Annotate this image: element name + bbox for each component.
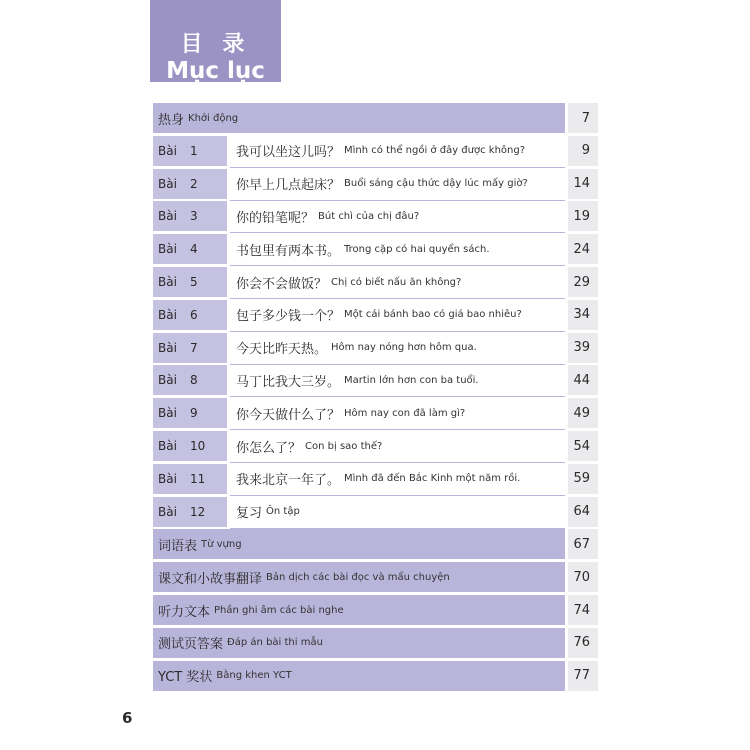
lesson-label: Bài bbox=[158, 209, 177, 224]
title-chinese: 你会不会做饭？ bbox=[236, 276, 328, 292]
page-number: 6 bbox=[122, 709, 133, 727]
lesson-no: 6 bbox=[190, 307, 198, 322]
lesson-no: 8 bbox=[190, 373, 198, 388]
lesson-number bbox=[153, 365, 227, 395]
lesson-label: Bài bbox=[158, 143, 177, 158]
toc-entry-title bbox=[230, 169, 565, 199]
toc-entry-title bbox=[230, 267, 565, 297]
toc-entry-title bbox=[230, 398, 565, 428]
toc-section-row[interactable] bbox=[153, 529, 598, 559]
title-chinese: 你的铅笔呢？ bbox=[236, 210, 315, 226]
toc-lesson-row[interactable] bbox=[153, 201, 598, 231]
title-chinese: 我来北京一年了。 bbox=[236, 473, 341, 489]
toc-lesson-row[interactable] bbox=[153, 464, 598, 494]
title-chinese: 你今天做什么了？ bbox=[236, 407, 341, 423]
lesson-no: 2 bbox=[190, 176, 198, 191]
title-chinese: 包子多少钱一个？ bbox=[236, 309, 341, 325]
toc-section-row[interactable] bbox=[153, 661, 598, 691]
lesson-label: Bài bbox=[158, 471, 177, 486]
toc-lesson-row[interactable] bbox=[153, 136, 598, 166]
toc-entry-title bbox=[230, 234, 565, 264]
toc-lesson-row[interactable] bbox=[153, 333, 598, 363]
lesson-label: Bài bbox=[158, 275, 177, 289]
title-chinese: 今天比昨天热。 bbox=[236, 342, 328, 358]
lesson-label: Bài bbox=[158, 340, 177, 355]
title-vietnamese: Chị có biết nấu ăn không? bbox=[331, 276, 462, 288]
lesson-number bbox=[153, 234, 227, 264]
lesson-no: 12 bbox=[190, 504, 206, 519]
lesson-number bbox=[153, 169, 227, 199]
title-chinese: 你怎么了？ bbox=[236, 440, 302, 456]
toc-page-number: 9 bbox=[568, 136, 598, 166]
toc-page-number: 49 bbox=[568, 398, 598, 428]
toc-page-number: 19 bbox=[568, 201, 598, 231]
toc-entry-title bbox=[153, 529, 565, 559]
lesson-label: Bài bbox=[158, 406, 177, 421]
title-vietnamese: Bằng khen YCT bbox=[216, 670, 292, 682]
title-chinese: 复习 bbox=[236, 506, 263, 522]
toc-page-number: 67 bbox=[568, 529, 598, 559]
toc-entry-title bbox=[153, 595, 565, 625]
title-vietnamese: Từ vựng bbox=[201, 538, 242, 550]
title-vietnamese: Hôm nay con đã làm gì? bbox=[344, 407, 466, 419]
title-chinese: 书包里有两本书。 bbox=[236, 243, 341, 259]
lesson-label: Bài bbox=[158, 307, 177, 322]
toc-lesson-row[interactable] bbox=[153, 398, 598, 428]
toc-page-number: 7 bbox=[568, 103, 598, 133]
toc-entry-title bbox=[230, 201, 565, 231]
toc-lesson-row[interactable] bbox=[153, 169, 598, 199]
toc-lesson-row[interactable] bbox=[153, 365, 598, 395]
title-vietnamese: Mình đã đến Bắc Kinh một năm rồi. bbox=[344, 473, 521, 485]
toc-page-number: 54 bbox=[568, 431, 598, 461]
toc-entry-title bbox=[230, 333, 565, 363]
toc-page-number: 70 bbox=[568, 562, 598, 592]
lesson-label: Bài bbox=[158, 504, 177, 519]
toc-page-number: 34 bbox=[568, 300, 598, 330]
toc-title-box bbox=[150, 0, 281, 82]
lesson-number bbox=[153, 300, 227, 330]
title-vietnamese: Ôn tập bbox=[266, 506, 300, 518]
title-chinese: 课文和小故事翻译 bbox=[158, 571, 263, 587]
toc-section-row[interactable] bbox=[153, 595, 598, 625]
lesson-no: 11 bbox=[190, 471, 206, 486]
lesson-number bbox=[153, 497, 227, 527]
toc-entry-title bbox=[230, 365, 565, 395]
toc-page-number: 74 bbox=[568, 595, 598, 625]
title-vietnamese: Đáp án bài thi mẫu bbox=[227, 637, 323, 649]
lesson-number bbox=[153, 136, 227, 166]
title-vietnamese: Martin lớn hơn con ba tuổi. bbox=[344, 374, 479, 386]
title-vietnamese: Bút chì của chị đâu? bbox=[318, 210, 420, 222]
toc-entry-title bbox=[153, 103, 565, 133]
toc-page-number: 24 bbox=[568, 234, 598, 264]
title-vietnamese: Một cái bánh bao có giá bao nhiêu? bbox=[344, 309, 522, 321]
toc-entry-title bbox=[230, 497, 565, 527]
title-chinese: 你早上几点起床？ bbox=[236, 178, 341, 194]
toc-entry-title bbox=[230, 136, 565, 166]
lesson-no: 9 bbox=[190, 406, 198, 421]
lesson-label: Bài bbox=[158, 176, 177, 191]
lesson-label: Bài bbox=[158, 242, 177, 257]
lesson-no: 1 bbox=[190, 143, 198, 158]
lesson-number bbox=[153, 431, 227, 461]
toc-entry-title bbox=[153, 562, 565, 592]
title-vietnamese: Hôm nay nóng hơn hôm qua. bbox=[331, 342, 477, 354]
title-chinese: 词语表 bbox=[158, 538, 198, 554]
lesson-number bbox=[153, 267, 227, 297]
toc-entry-title bbox=[230, 300, 565, 330]
title-vietnamese: Phần ghi âm các bài nghe bbox=[214, 604, 344, 616]
toc-page-number: 29 bbox=[568, 267, 598, 297]
toc-page-number: 14 bbox=[568, 169, 598, 199]
title-vietnamese: Buổi sáng cậu thức dậy lúc mấy giờ? bbox=[344, 178, 528, 190]
title-vietnamese: Mình có thể ngồi ở đây được không? bbox=[344, 145, 526, 157]
lesson-no: 3 bbox=[190, 209, 198, 224]
title-chinese: 热身 bbox=[158, 112, 185, 128]
title-chinese: 我可以坐这儿吗？ bbox=[236, 145, 341, 161]
toc-lesson-row[interactable] bbox=[153, 497, 598, 527]
lesson-number bbox=[153, 398, 227, 428]
lesson-number bbox=[153, 201, 227, 231]
title-vietnamese: Con bị sao thế? bbox=[305, 440, 383, 452]
toc-section-row[interactable] bbox=[153, 103, 598, 133]
lesson-no: 4 bbox=[190, 242, 198, 257]
toc-section-row[interactable] bbox=[153, 628, 598, 658]
lesson-label: Bài bbox=[158, 439, 177, 453]
toc-lesson-row[interactable] bbox=[153, 267, 598, 297]
toc-title-vietnamese: Mục lục bbox=[166, 58, 265, 84]
toc-lesson-row[interactable] bbox=[153, 300, 598, 330]
toc-page-number: 44 bbox=[568, 365, 598, 395]
toc-page-number: 59 bbox=[568, 464, 598, 494]
toc-section-row[interactable] bbox=[153, 562, 598, 592]
toc-entry-title bbox=[230, 464, 565, 494]
lesson-no: 5 bbox=[190, 275, 198, 289]
title-chinese: 马丁比我大三岁。 bbox=[236, 374, 341, 390]
lesson-label: Bài bbox=[158, 373, 177, 388]
toc-entry-title bbox=[153, 661, 565, 691]
toc-page-number: 64 bbox=[568, 497, 598, 527]
title-chinese: 听力文本 bbox=[158, 604, 211, 620]
toc-page-number: 39 bbox=[568, 333, 598, 363]
lesson-no: 7 bbox=[190, 340, 198, 355]
toc-lesson-row[interactable] bbox=[153, 234, 598, 264]
lesson-number bbox=[153, 333, 227, 363]
lesson-number bbox=[153, 464, 227, 494]
toc-title-chinese: 目 录 bbox=[180, 32, 251, 57]
title-vietnamese: Khởi động bbox=[188, 112, 239, 124]
title-chinese: 测试页答案 bbox=[158, 637, 224, 653]
toc-entry-title bbox=[153, 628, 565, 658]
title-vietnamese: Bản dịch các bài đọc và mẩu chuyện bbox=[266, 571, 450, 583]
toc-page-number: 76 bbox=[568, 628, 598, 658]
lesson-no: 10 bbox=[190, 439, 206, 453]
title-vietnamese: Trong cặp có hai quyển sách. bbox=[344, 243, 490, 255]
toc-lesson-row[interactable] bbox=[153, 431, 598, 461]
title-chinese: YCT 奖状 bbox=[158, 670, 213, 686]
toc-page-number: 77 bbox=[568, 661, 598, 691]
toc-entry-title bbox=[230, 431, 565, 461]
